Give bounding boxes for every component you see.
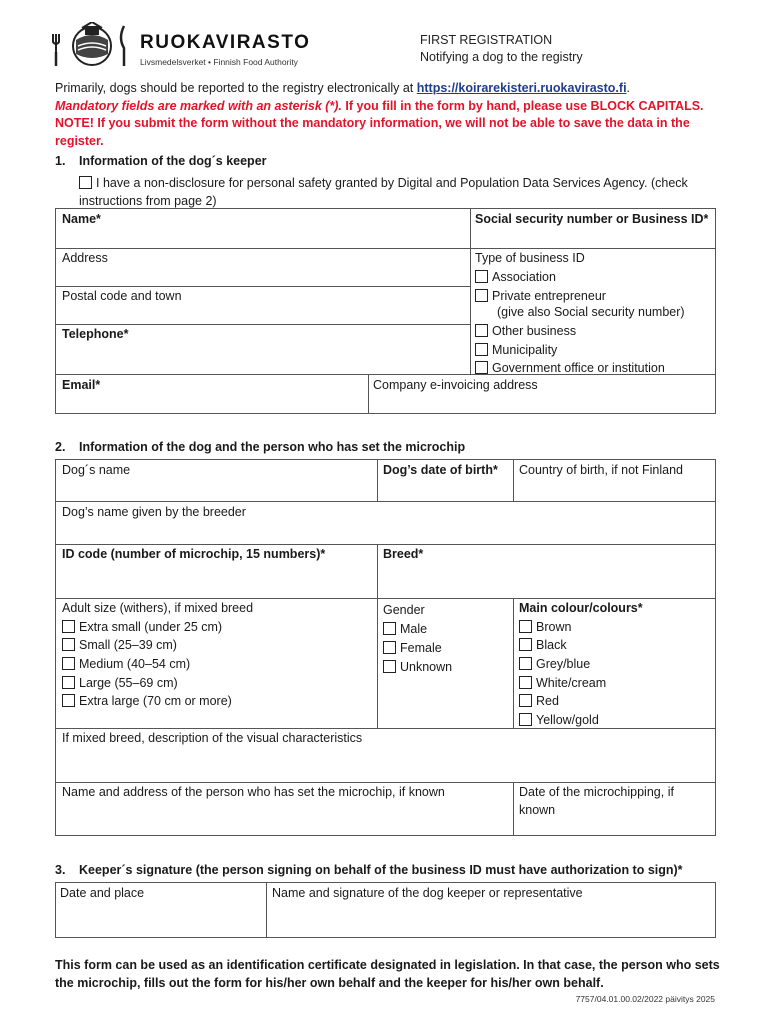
checkbox[interactable] (62, 676, 75, 689)
nondisclosure-option (79, 174, 688, 210)
nondisclosure-checkbox[interactable] (79, 176, 92, 189)
option-label: White/cream (536, 676, 607, 690)
gender-option[interactable] (383, 658, 452, 676)
checkbox[interactable] (519, 638, 532, 651)
size-option[interactable] (62, 618, 222, 636)
colour-option[interactable] (519, 655, 590, 673)
option-label: Other business (492, 324, 577, 338)
option-label: Extra large (70 cm or more) (79, 694, 232, 708)
option-label: Male (400, 622, 428, 636)
section1-number: 1. (55, 154, 66, 168)
checkbox[interactable] (475, 270, 488, 283)
einvoice-field[interactable]: Company e-invoicing address (373, 378, 538, 392)
checkbox[interactable] (62, 638, 75, 651)
checkbox[interactable] (383, 641, 396, 654)
section2-number: 2. (55, 440, 66, 454)
registry-link[interactable]: https://koirarekisteri.ruokavirasto.fi (416, 81, 627, 95)
nondisclosure-label-2: instructions from page 2) (79, 194, 217, 208)
colour-option[interactable] (519, 711, 599, 729)
business-type-government[interactable] (475, 359, 665, 377)
business-type-association[interactable] (475, 268, 556, 286)
option-label: Black (536, 638, 567, 652)
colour-title: Main colour/colours* (519, 601, 643, 615)
checkbox[interactable] (383, 660, 396, 673)
country-field[interactable]: Country of birth, if not Finland (519, 463, 683, 477)
size-option[interactable] (62, 674, 178, 692)
mandatory-note: Mandatory fields are marked with an asterisk (*). (55, 98, 342, 113)
option-label: Grey/blue (536, 657, 591, 671)
section3-title-text: Keeper´s signature (the person signing on behalf of the business ID must have authorization to sign)* (79, 863, 683, 877)
ssn-field[interactable]: Social security number or Business ID* (475, 212, 709, 226)
business-type-municipality[interactable] (475, 341, 557, 359)
option-label: Association (492, 270, 556, 284)
form-code: 7757/04.01.00.02/2022 päivitys 2025 (575, 994, 715, 1004)
mixed-breed-description-field[interactable]: If mixed breed, description of the visual characteristics (62, 731, 363, 745)
colour-option[interactable] (519, 636, 567, 654)
gender-title: Gender (383, 603, 425, 617)
section3-title (55, 863, 683, 877)
size-option[interactable] (62, 655, 190, 673)
gender-option[interactable] (383, 639, 442, 657)
colour-option[interactable] (519, 692, 559, 710)
gender-option[interactable] (383, 620, 427, 638)
checkbox[interactable] (475, 361, 488, 374)
colour-option[interactable] (519, 618, 571, 636)
size-title: Adult size (withers), if mixed breed (62, 601, 254, 615)
checkbox[interactable] (62, 657, 75, 670)
intro-text (55, 80, 717, 150)
section2-title (55, 440, 465, 454)
checkbox[interactable] (475, 289, 488, 302)
option-label: Private entrepreneur (492, 289, 606, 303)
option-label: Government office or institution (492, 361, 665, 375)
size-option[interactable] (62, 636, 177, 654)
form-title-line1: FIRST REGISTRATION (420, 33, 553, 47)
logo-subtitle: Livsmedelsverket • Finnish Food Authority (140, 57, 298, 67)
checkbox[interactable] (62, 620, 75, 633)
checkbox[interactable] (475, 324, 488, 337)
email-field[interactable]: Email* (62, 378, 101, 392)
date-place-field[interactable]: Date and place (60, 886, 145, 900)
logo (52, 22, 322, 68)
identification-note: This form can be used as an identification certificate designated in legislation. In that case, the person who sets the microchip, fills out the form for his/her own behalf and the keeper for his/her own behalf. (55, 958, 720, 990)
signature-field[interactable]: Name and signature of the dog keeper or representative (272, 886, 583, 900)
checkbox[interactable] (383, 622, 396, 635)
postal-field[interactable]: Postal code and town (62, 289, 182, 303)
section2-title-text: Information of the dog and the person who has set the microchip (79, 440, 466, 454)
checkbox[interactable] (475, 343, 488, 356)
logo-wordmark: RUOKAVIRASTO (140, 32, 311, 53)
checkbox[interactable] (519, 713, 532, 726)
telephone-field[interactable]: Telephone* (62, 327, 129, 341)
option-label: Medium (40–54 cm) (79, 657, 191, 671)
dog-name-field[interactable]: Dog´s name (62, 463, 131, 477)
option-label: Yellow/gold (536, 713, 599, 727)
option-label: Large (55–69 cm) (79, 676, 178, 690)
checkbox[interactable] (519, 657, 532, 670)
name-field[interactable]: Name* (62, 212, 101, 226)
private-entrepreneur-note: (give also Social security number) (497, 305, 685, 319)
size-option[interactable] (62, 692, 232, 710)
checkbox[interactable] (519, 694, 532, 707)
option-label: Red (536, 694, 559, 708)
option-label: Small (25–39 cm) (79, 638, 177, 652)
chipper-field[interactable]: Name and address of the person who has set the microchip, if known (62, 785, 445, 799)
breeder-name-field[interactable]: Dog’s name given by the breeder (62, 505, 246, 519)
option-label: Extra small (under 25 cm) (79, 620, 223, 634)
business-type-other[interactable] (475, 322, 576, 340)
option-label: Female (400, 641, 442, 655)
breed-field[interactable]: Breed* (383, 547, 424, 561)
chip-date-field[interactable] (519, 783, 674, 819)
checkbox[interactable] (519, 676, 532, 689)
intro-text1: Primarily, dogs should be reported to the registry electronically at (55, 81, 417, 95)
dob-field[interactable]: Dog’s date of birth* (383, 463, 498, 477)
section1-title-text: Information of the dog´s keeper (79, 154, 267, 168)
form-title-line2: Notifying a dog to the registry (420, 50, 583, 64)
chip-date-label-2: known (519, 803, 556, 817)
section1-title (55, 154, 267, 168)
block-capitals-note: If you fill in the form by hand, please use BLOCK CAPITALS. (341, 98, 704, 113)
id-code-field[interactable]: ID code (number of microchip, 15 numbers)* (62, 547, 326, 561)
address-field[interactable]: Address (62, 251, 108, 265)
nondisclosure-label-1: I have a non-disclosure for personal safety granted by Digital and Population Data Services Agency. (check (96, 176, 688, 190)
checkbox[interactable] (62, 694, 75, 707)
checkbox[interactable] (519, 620, 532, 633)
section3-number: 3. (55, 863, 66, 877)
business-type-title: Type of business ID (475, 251, 585, 265)
ruokavirasto-emblem-icon (52, 22, 132, 68)
chip-date-label-1: Date of the microchipping, if (519, 785, 674, 799)
option-label: Brown (536, 620, 572, 634)
form-title (420, 32, 583, 66)
option-label: Unknown (400, 660, 453, 674)
save-warning: NOTE! If you submit the form without the mandatory information, we will not be able to save the data in the register. (55, 116, 690, 148)
option-label: Municipality (492, 343, 558, 357)
colour-option[interactable] (519, 674, 606, 692)
intro-text2: . (626, 81, 631, 95)
